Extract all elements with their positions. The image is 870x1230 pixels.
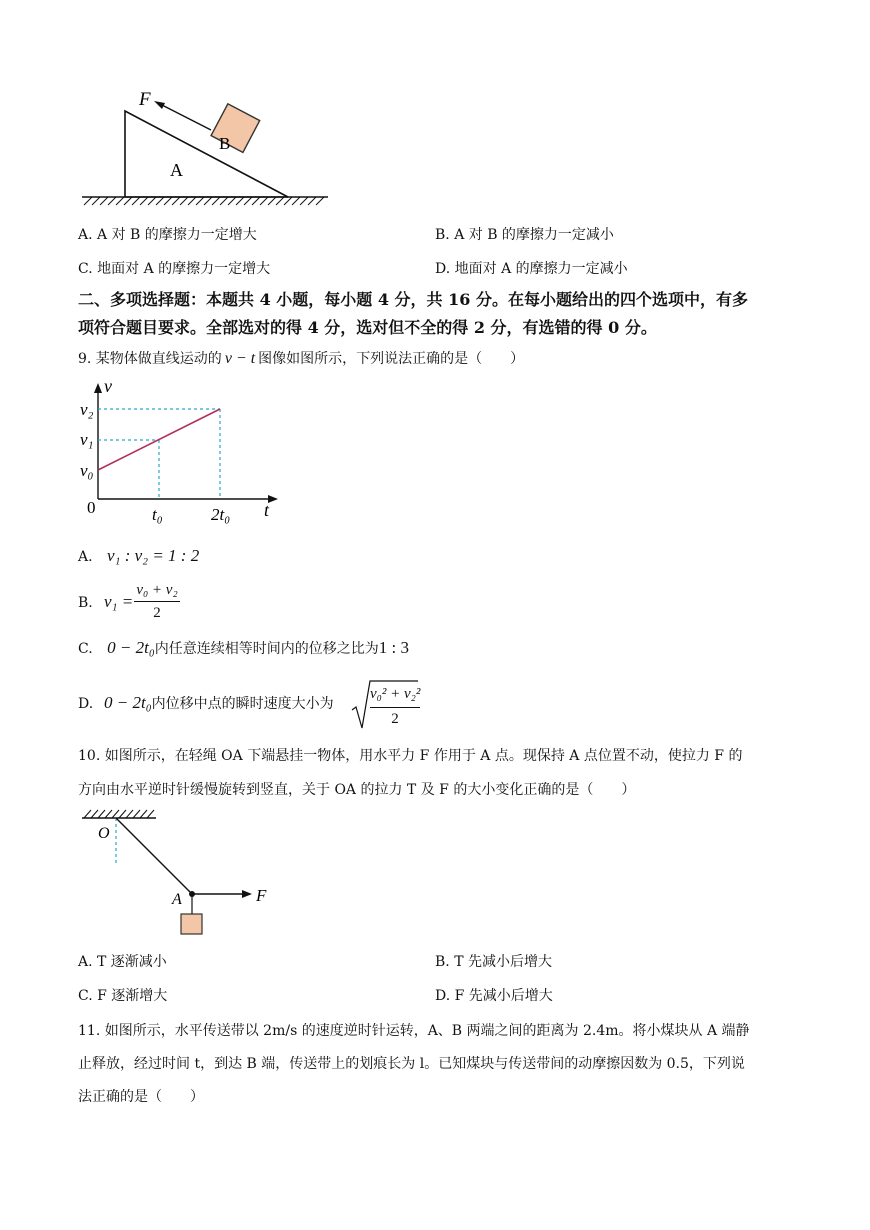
q10-option-d[interactable]: D. F 先减小后增大 — [435, 988, 553, 1004]
q11-stem-line2: 止释放，经过时间 t，到达 B 端，传送带上的划痕长为 l。已知煤块与传送带间的动摩擦因数为 0.5，下列说 — [78, 1056, 745, 1072]
q9-option-b-fraction-bar — [134, 601, 180, 602]
q9-option-c[interactable] — [78, 638, 409, 659]
v0-label: v₀ — [80, 461, 94, 480]
incline-figure — [78, 85, 338, 210]
q9-option-c-ratio: 1 : 3 — [378, 638, 409, 657]
wedge-a — [125, 111, 288, 197]
q9-option-d-math: 0 − 2t₀ — [104, 693, 152, 712]
q9-option-c-math: 0 − 2t₀ — [107, 638, 155, 657]
origin-label: 0 — [87, 498, 96, 517]
q9-stem-prefix: 9. 某物体做直线运动的 — [78, 351, 222, 367]
q10-stem-line2: 方向由水平逆时针缓慢旋转到竖直，关于 OA 的拉力 T 及 F 的大小变化正确的是（ ） — [78, 782, 636, 798]
t0-label: t₀ — [152, 505, 163, 524]
t-axis-arrow — [268, 495, 278, 503]
q8-option-b[interactable]: B. A 对 B 的摩擦力一定减小 — [435, 227, 614, 243]
force-arrowhead — [154, 101, 165, 109]
q8-option-c[interactable]: C. 地面对 A 的摩擦力一定增大 — [78, 261, 271, 277]
v-axis-label: v — [104, 378, 112, 396]
force-arrow — [160, 104, 211, 130]
2t0-label: 2t₀ — [211, 505, 231, 524]
q8-option-d[interactable]: D. 地面对 A 的摩擦力一定减小 — [435, 261, 628, 277]
section2-heading-line1: 二、多项选择题：本题共 4 小题，每小题 4 分，共 16 分。在每小题给出的四个选项中，有多 — [78, 290, 748, 309]
vt-graph — [78, 378, 288, 528]
q10-option-a[interactable]: A. T 逐渐减小 — [78, 954, 167, 970]
force-label: F — [139, 89, 151, 110]
wedge-a-label: A — [170, 160, 183, 180]
q9-option-d-label: D. — [78, 696, 94, 712]
q10-stem-line1: 10. 如图所示，在轻绳 OA 下端悬挂一物体，用水平力 F 作用于 A 点。现保持 A 点位置不动，使拉力 F 的 — [78, 748, 743, 764]
v1-label: v₁ — [80, 430, 94, 449]
hanging-block — [181, 914, 202, 934]
q9-stem-suffix: 图像如图所示，下列说法正确的是（ ） — [258, 351, 525, 367]
q9-option-a-label: A. — [78, 549, 93, 565]
q9-option-d-denominator: 2 — [391, 711, 399, 727]
q9-option-b-label: B. — [78, 595, 93, 611]
q9-option-b-denominator: 2 — [153, 605, 161, 621]
t-axis-label: t — [264, 500, 270, 520]
v2-label: v₂ — [80, 400, 94, 419]
q10-option-b[interactable]: B. T 先减小后增大 — [435, 954, 552, 970]
q9-option-b-numerator: v₀ + v₂ — [136, 582, 178, 598]
section2-heading-line2: 项符合题目要求。全部选对的得 4 分，选对但不全的得 2 分，有选错的得 0 分。 — [78, 318, 657, 337]
q9-stem — [78, 349, 524, 369]
q9-option-a-math: v₁ : v₂ = 1 : 2 — [107, 546, 200, 565]
q9-option-b-lhs: v₁ = — [104, 592, 134, 611]
q8-option-a[interactable]: A. A 对 B 的摩擦力一定增大 — [78, 227, 257, 243]
q9-option-c-text: 内任意连续相等时间内的位移之比为 — [154, 641, 379, 657]
q9-option-c-label: C. — [78, 641, 93, 657]
label-o: O — [98, 825, 110, 842]
v-axis-arrow — [94, 383, 102, 393]
q11-stem-line1: 11. 如图所示，水平传送带以 2m/s 的速度逆时针运转，A、B 两端之间的距离为 2.4m。将小煤块从 A 端静 — [78, 1023, 750, 1039]
rope-figure — [78, 808, 278, 940]
guide-lines — [98, 409, 220, 499]
q9-option-d[interactable] — [78, 678, 438, 734]
force-f-arrowhead — [242, 890, 252, 898]
ground-hatch — [84, 197, 324, 205]
rope-oa — [116, 818, 192, 894]
q10-option-c[interactable]: C. F 逐渐增大 — [78, 988, 168, 1004]
q11-stem-line3: 法正确的是（ ） — [78, 1089, 204, 1105]
label-a: A — [172, 891, 182, 908]
q9-option-d-body — [104, 693, 334, 714]
q9-option-a[interactable] — [78, 546, 199, 567]
q9-stem-math: v − t — [224, 350, 256, 367]
q9-option-d-numerator: v₀² + v₂² — [370, 686, 421, 702]
q9-option-d-fraction-bar — [370, 707, 420, 708]
ceiling-hatch — [84, 810, 154, 818]
block-b-label: B — [219, 134, 231, 153]
label-f: F — [256, 886, 267, 905]
q9-option-d-text: 内位移中点的瞬时速度大小为 — [151, 696, 334, 712]
